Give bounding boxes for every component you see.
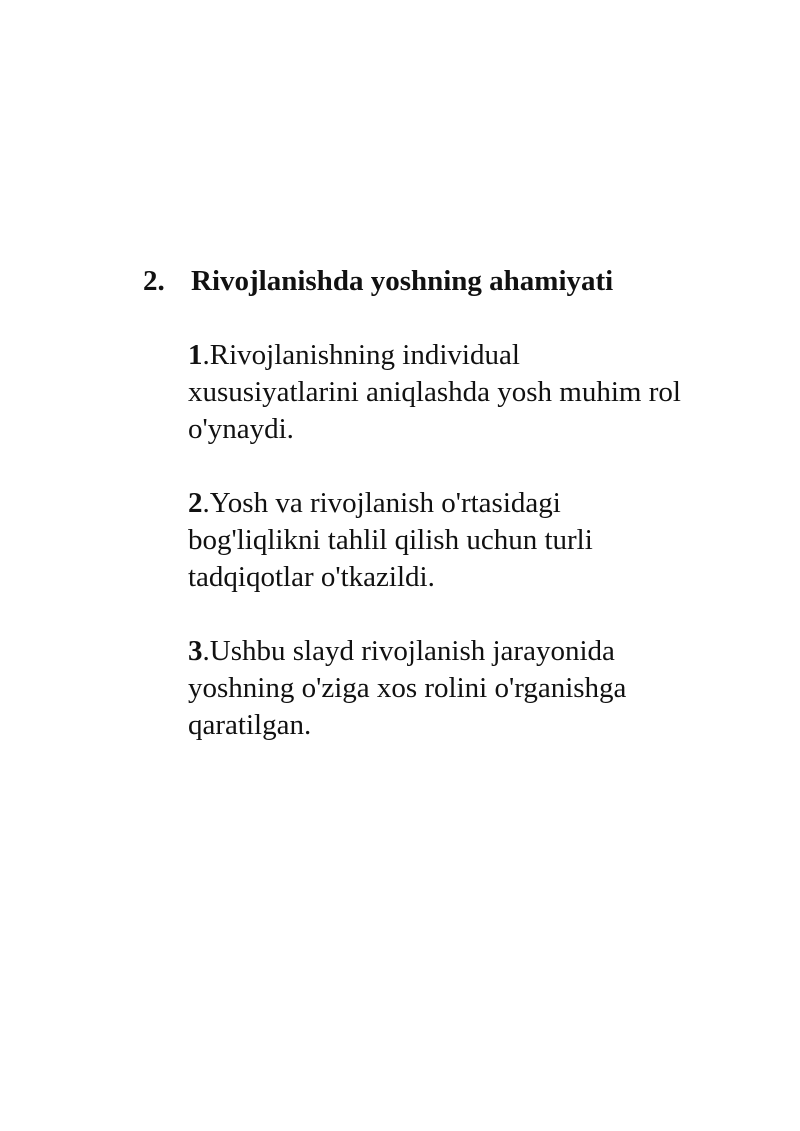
list-item [188, 337, 778, 448]
section-number: 2. [143, 265, 165, 297]
list-item-number: 2 [188, 487, 203, 519]
list-item-text: qaratilgan. [188, 709, 312, 741]
list-item-text: .Ushbu slayd rivojlanish jarayonida [202, 635, 615, 667]
list-item [188, 485, 778, 596]
list-item-number: 1 [188, 339, 203, 371]
list-item-text: yoshning o'ziga xos rolini o'rganishga [188, 672, 627, 704]
list-item-text: tadqiqotlar o'tkazildi. [188, 561, 435, 593]
list-item-number: 3 [188, 635, 203, 667]
list-item [188, 633, 778, 744]
list-item-text: bog'liqlikni tahlil qilish uchun turli [188, 524, 593, 556]
list-item-line [188, 337, 778, 374]
list-item-line [188, 633, 778, 670]
section-title: Rivojlanishda yoshning ahamiyati [191, 265, 614, 297]
list-item-text: .Rivojlanishning individual [202, 339, 520, 371]
list-item-text: .Yosh va rivojlanish o'rtasidagi [202, 487, 561, 519]
numbered-list [188, 337, 778, 781]
list-item-text: xususiyatlarini aniqlashda yosh muhim rol [188, 376, 681, 408]
list-item-line [188, 485, 778, 522]
list-item-text: o'ynaydi. [188, 413, 294, 445]
section-heading [143, 262, 613, 300]
